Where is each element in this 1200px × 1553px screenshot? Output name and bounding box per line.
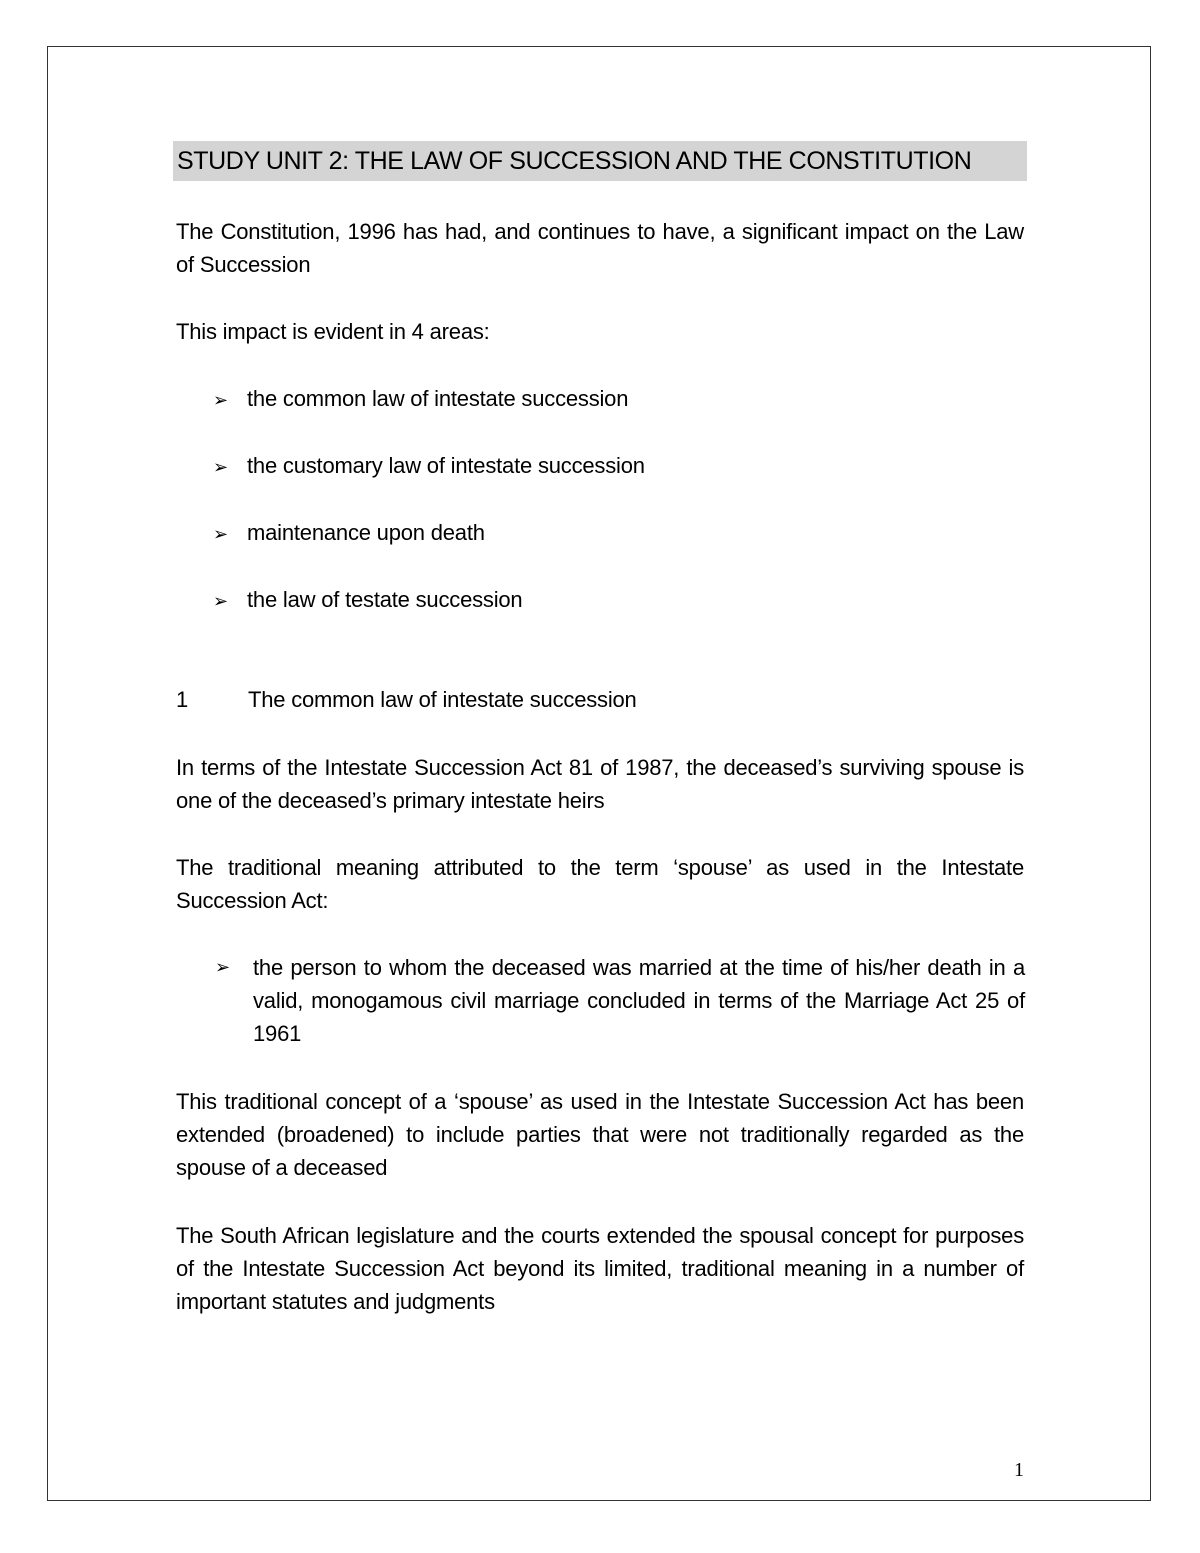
impact-lead-text: This impact is evident in 4 areas: <box>176 319 490 344</box>
impact-area-item <box>213 382 628 417</box>
intro-paragraph: The Constitution, 1996 has had, and continues to have, a significant impact on the Law of Succession <box>176 219 1024 277</box>
arrow-bullet-icon: ➢ <box>213 591 228 612</box>
impact-area-item <box>213 516 485 551</box>
section-paragraph: The traditional meaning attributed to the term ‘spouse’ as used in the Intestate Succession Act: <box>176 855 1024 913</box>
impact-area-item <box>213 583 522 618</box>
page-title: STUDY UNIT 2: THE LAW OF SUCCESSION AND THE CONSTITUTION <box>173 141 1027 181</box>
impact-area-item <box>213 449 645 484</box>
page-number: 1 <box>1014 1459 1024 1481</box>
section-number: 1 <box>176 687 189 712</box>
impact-area-label: the law of testate succession <box>247 587 523 612</box>
section-paragraph: In terms of the Intestate Succession Act 81 of 1987, the deceased’s surviving spouse is one of the deceased’s primary intestate heirs <box>176 755 1024 813</box>
section-heading <box>176 683 637 716</box>
section-paragraph: The South African legislature and the courts extended the spousal concept for purposes of the Intestate Succession Act beyond its limited, traditional meaning in a number of important statutes and judgments <box>176 1223 1024 1314</box>
section-paragraph: This traditional concept of a ‘spouse’ as used in the Intestate Succession Act has been extended (broadened) to include parties that were not traditionally regarded as the spouse of a deceased <box>176 1089 1024 1180</box>
impact-area-label: the customary law of intestate succession <box>247 453 645 478</box>
impact-area-label: the common law of intestate succession <box>247 386 629 411</box>
arrow-bullet-icon: ➢ <box>215 957 230 978</box>
spouse-definition-text: the person to whom the deceased was married at the time of his/her death in a valid, monogamous civil marriage concluded in terms of the Marriage Act 25 of 1961 <box>253 955 1025 1046</box>
arrow-bullet-icon: ➢ <box>213 457 228 478</box>
section-title: The common law of intestate succession <box>248 687 637 712</box>
arrow-bullet-icon: ➢ <box>213 390 228 411</box>
impact-area-label: maintenance upon death <box>247 520 485 545</box>
spouse-definition-item <box>215 951 1025 1050</box>
arrow-bullet-icon: ➢ <box>213 524 228 545</box>
